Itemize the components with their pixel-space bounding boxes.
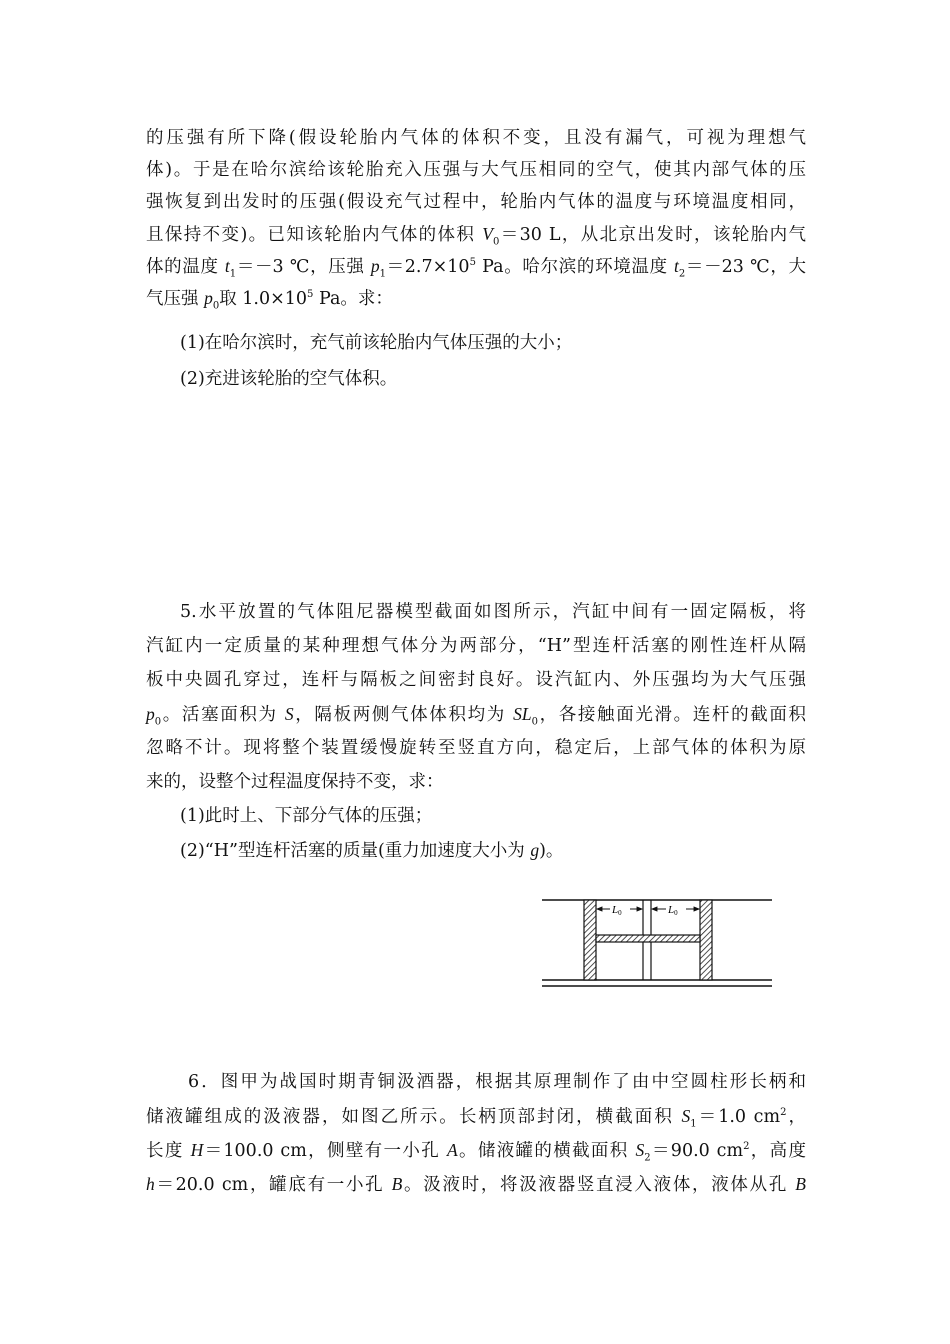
q5-subquestion-1: (1)此时上、下部分气体的压强； xyxy=(180,806,433,826)
q4-line-5: 体的温度 $t_1=-3$ ℃，压强 $p_1=2.7\times 10^5$ Pa。哈尔滨的环境温度 $t_2=-23$ ℃，大 xyxy=(146,256,806,280)
label-left-L0: L0 xyxy=(612,904,622,917)
q4-line-6: 气压强 $p_0$取 $1.0\times 10^5$ Pa。求： xyxy=(146,288,393,312)
q6-line-2: 储液罐组成的汲液器，如图乙所示。长柄顶部封闭，横截面积 $S_1=1.0$ $cm^2$， xyxy=(146,1106,807,1130)
left-piston xyxy=(584,900,596,980)
q5-line-3: 板中央圆孔穿过，连杆与隔板之间密封良好。设汽缸内、外压强均为大气压强 xyxy=(146,670,806,690)
q4-subquestion-2: (2)充进该轮胎的空气体积。 xyxy=(180,369,398,389)
connecting-rod xyxy=(596,935,700,942)
damper-figure xyxy=(540,892,774,992)
q5-line-2: 汽缸内一定质量的某种理想气体分为两部分，“H”型连杆活塞的刚性连杆从隔 xyxy=(146,636,806,656)
right-piston xyxy=(700,900,712,980)
q6-line-4: h＝20.0 cm，罐底有一小孔 B。汲液时，将汲液器竖直浸入液体，液体从孔 B xyxy=(146,1174,806,1195)
q4-line-3: 强恢复到出发时的压强(假设充气过程中，轮胎内气体的温度与环境温度相同， xyxy=(146,192,806,212)
damper-diagram xyxy=(540,892,774,992)
label-right-L0: L0 xyxy=(668,904,678,917)
q5-line-1: 5.水平放置的气体阻尼器模型截面如图所示，汽缸中间有一固定隔板，将 xyxy=(180,602,806,622)
q6-line-3: 长度 H＝100.0 cm，侧壁有一小孔 A。储液罐的横截面积 $S_2=90.0$ $cm^2$，高度 xyxy=(146,1140,806,1164)
q4-line-4: 且保持不变)。已知该轮胎内气体的体积 $V_0=30$ L，从北京出发时，该轮胎内气 xyxy=(146,224,807,248)
q4-line-2: 体)。于是在哈尔滨给该轮胎充入压强与大气压相同的空气，使其内部气体的压 xyxy=(146,160,806,180)
q6-line-1: 6．图甲为战国时期青铜汲酒器，根据其原理制作了由中空圆柱形长柄和 xyxy=(188,1072,806,1092)
q5-subquestion-2: (2)“H”型连杆活塞的质量(重力加速度大小为 g)。 xyxy=(180,840,564,861)
q4-subquestion-1: (1)在哈尔滨时，充气前该轮胎内气体压强的大小； xyxy=(180,333,573,353)
q5-line-5: 忽略不计。现将整个装置缓慢旋转至竖直方向，稳定后，上部气体的体积为原 xyxy=(146,738,806,758)
q5-line-4: $p_0$。活塞面积为 S，隔板两侧气体体积均为 $SL_0$，各接触面光滑。连杆的截面积 xyxy=(146,704,807,728)
q4-line-1: 的压强有所下降(假设轮胎内气体的体积不变，且没有漏气，可视为理想气 xyxy=(146,128,806,148)
q5-line-6: 来的，设整个过程温度保持不变，求： xyxy=(146,772,444,792)
